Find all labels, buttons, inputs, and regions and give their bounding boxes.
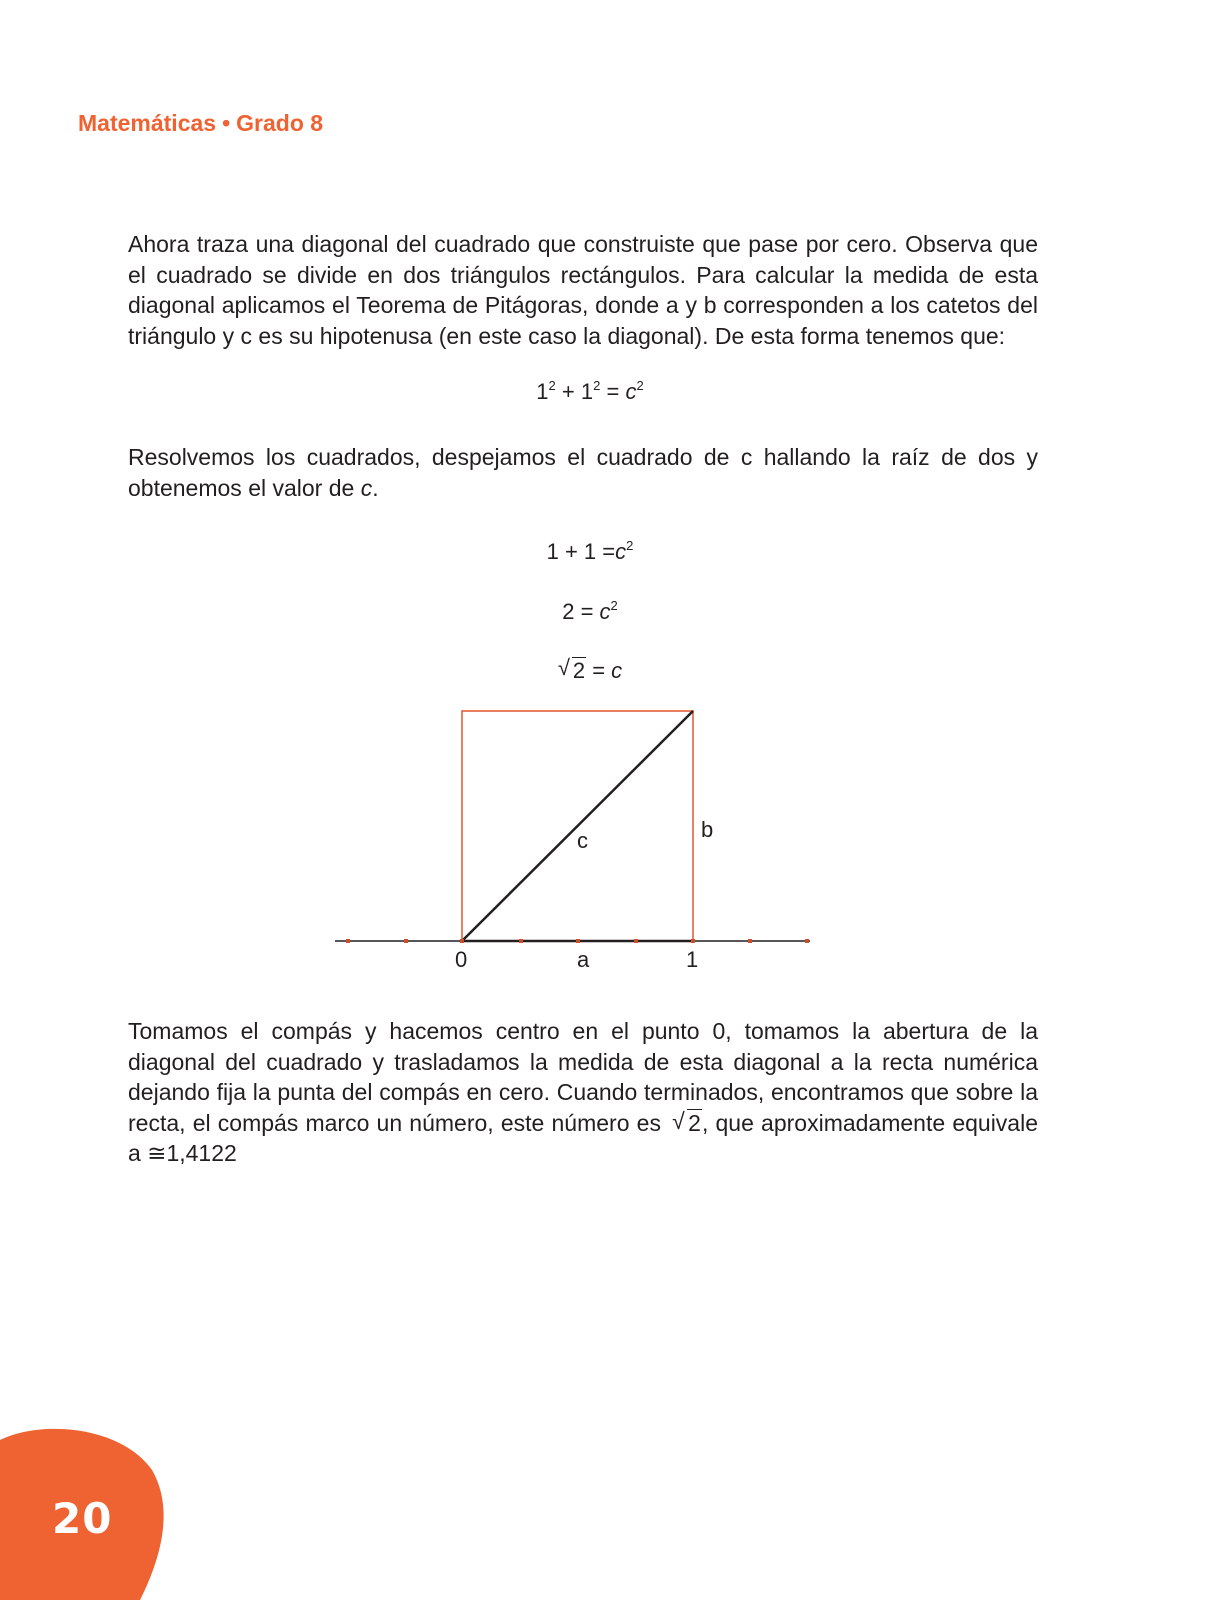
eq1-c: c xyxy=(625,379,637,404)
eq4-radicand: 2 xyxy=(572,658,586,683)
tick-mark xyxy=(519,939,523,943)
paragraph-intro: Ahora traza una diagonal del cuadrado que construiste que pase por cero. Observa que el cuadrado se divide en dos triángulos rectángulos. Para calcular la medida de esta diagonal aplicamos el Teorema de Pitágoras, donde a y b corresponden a los catetos del triángulo y c es su hipotenusa (en este caso la diagonal). De esta forma tenemos que: xyxy=(128,231,1038,349)
eq1-equals: = xyxy=(606,379,620,404)
eq1-a: 1 xyxy=(536,379,549,404)
eq2-c: c xyxy=(615,539,627,564)
eq4-equals: = xyxy=(592,658,606,683)
tick-mark xyxy=(576,939,580,943)
p3-text: Tomamos el compás y hacemos centro en el punto 0, tomamos la abertura de la diagonal del cuadrado y trasladamos la medida de esta diagonal a la recta numérica dejando fija la punta del compás en cero. Cuando terminados, encontramos que sobre la recta, el compás marco un número, este número es xyxy=(128,1018,1038,1136)
page-number: 20 xyxy=(52,1494,113,1543)
label-one: 1 xyxy=(686,947,699,972)
label-b: b xyxy=(701,817,714,842)
p3-radicand: 2 xyxy=(688,1109,701,1136)
tick-mark xyxy=(805,939,809,943)
eq2-exp: 2 xyxy=(626,538,634,553)
p2-text: Resolvemos los cuadrados, despejamos el cuadrado de c hallando la raíz de dos y obtenemos el valor de xyxy=(128,444,1038,501)
label-zero: 0 xyxy=(455,947,468,972)
tick-mark xyxy=(634,939,638,943)
eq2-lhs: 1 + 1 = xyxy=(546,539,616,564)
eq1-b: 1 xyxy=(580,379,594,404)
eq1-c-exp: 2 xyxy=(636,378,644,393)
header-separator: • xyxy=(222,110,231,136)
paragraph-compass xyxy=(128,1016,1038,1169)
eq3-lhs: 2 = xyxy=(562,599,594,624)
eq3-c: c xyxy=(599,599,611,624)
tick-mark xyxy=(691,939,695,943)
eq4-c: c xyxy=(611,658,623,683)
page-number-blob xyxy=(0,0,170,1600)
p2-var: c xyxy=(360,474,373,501)
eq1-b-exp: 2 xyxy=(593,378,601,393)
tick-mark xyxy=(346,939,350,943)
eq3-exp: 2 xyxy=(610,598,618,613)
label-a: a xyxy=(577,947,590,972)
label-c: c xyxy=(577,828,588,853)
inline-sqrt: √ 2 xyxy=(672,1107,701,1136)
sqrt-symbol: √ 2 xyxy=(557,655,586,683)
tick-mark xyxy=(748,939,752,943)
header-grade: Grado 8 xyxy=(236,110,324,136)
tick-mark xyxy=(460,939,464,943)
tick-mark xyxy=(404,939,408,943)
p2-end: . xyxy=(372,474,379,501)
eq1-plus: + xyxy=(561,379,575,404)
diagonal-line xyxy=(462,711,693,941)
p3-end: , que aproximadamente equivale a ≅1,4122 xyxy=(128,1109,1039,1166)
header-subject: Matemáticas xyxy=(78,110,217,136)
eq1-a-exp: 2 xyxy=(548,378,556,393)
